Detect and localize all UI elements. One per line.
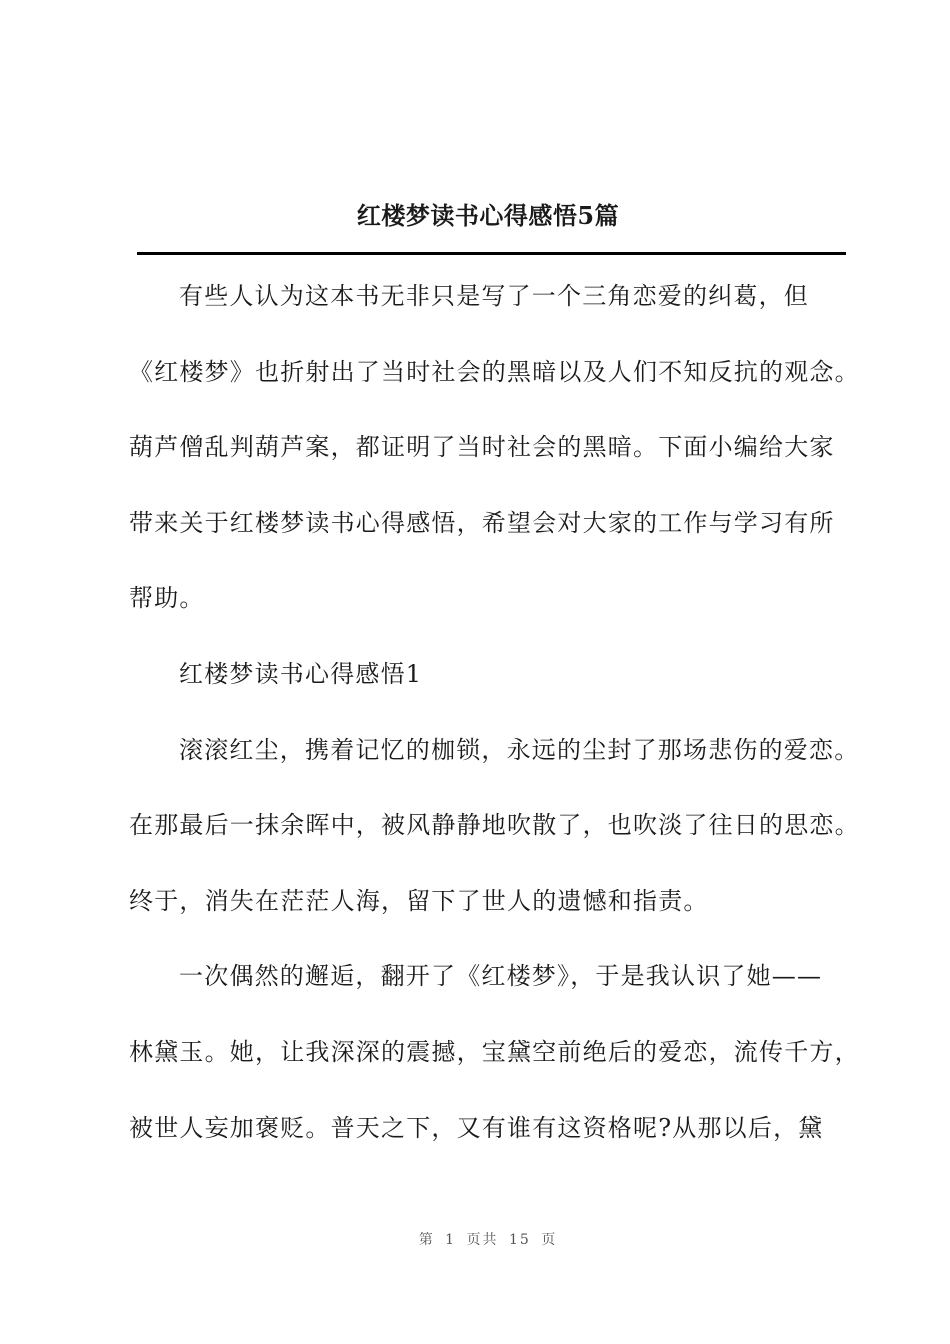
paragraph-line: 帮助。 [129,584,205,613]
page-number-footer: 第 1 页共 15 页 [418,1232,558,1248]
paragraph-line: 被世人妄加褒贬。普天之下，又有谁有这资格呢?从那以后，黛 [129,1113,824,1142]
paragraph-line: 葫芦僧乱判葫芦案，都证明了当时社会的黑暗。下面小编给大家 [129,433,835,462]
paragraph-line: 终于，消失在茫茫人海，留下了世人的遗憾和指责。 [129,886,709,915]
paragraph-line: 一次偶然的邂逅，翻开了《红楼梦》，于是我认识了她—— [179,962,823,991]
document-body [129,273,869,1180]
document-title: 红楼梦读书心得感悟5篇 [356,201,620,230]
paragraph-line: 在那最后一抹余晖中，被风静静地吹散了，也吹淡了往日的思恋。 [129,811,860,840]
title-divider [137,252,846,255]
paragraph-line: 滚滚红尘，携着记忆的枷锁，永远的尘封了那场悲伤的爱恋。 [179,735,860,764]
paragraph-line: 有些人认为这本书无非只是写了一个三角恋爱的纠葛，但 [179,282,809,310]
section-heading: 红楼梦读书心得感悟1 [179,659,423,688]
paragraph-line: 《红楼梦》也折射出了当时社会的黑暗以及人们不知反抗的观念。 [129,357,860,386]
paragraph-line: 带来关于红楼梦读书心得感悟，希望会对大家的工作与学习有所 [129,508,835,537]
paragraph-line: 林黛玉。她，让我深深的震撼，宝黛空前绝后的爱恋，流传千方， [129,1037,860,1066]
